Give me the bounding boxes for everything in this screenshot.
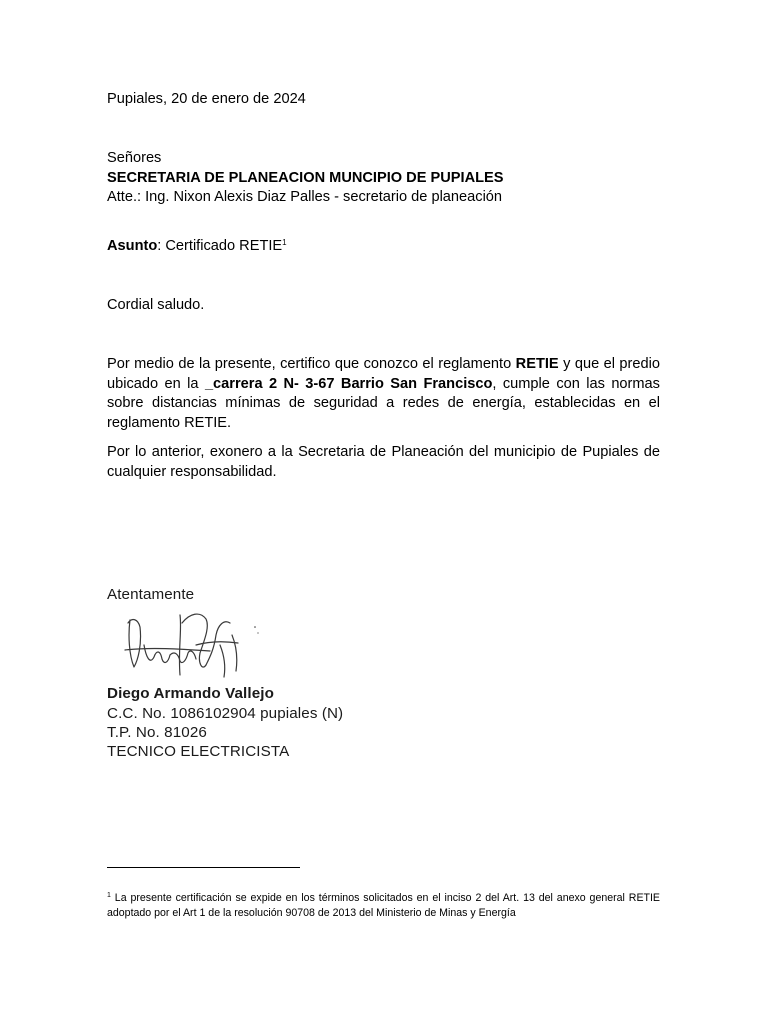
footnote [107,891,660,921]
subject-line [107,237,287,257]
body-paragraph-2: Por lo anterior, exonero a la Secretaria de Planeación del municipio de Pupiales de cualquier responsabilidad. [107,444,660,480]
signer-name: Diego Armando Vallejo [107,685,274,702]
closing: Atentamente [107,586,195,603]
body1-address: _carrera 2 N- 3-67 Barrio San Francisco [204,375,493,392]
body-paragraph-1 [107,355,660,433]
signer-role: TECNICO ELECTRICISTA [107,743,290,760]
subject-label: Asunto [107,238,158,254]
body1-text-c: , cumple con las normas sobre distancias mínimas de seguridad a redes de energía, establecidas en el reglamento RETIE. [107,375,660,431]
place-date: Pupiales, 20 de enero de 2024 [107,91,306,107]
recipient-org: SECRETARIA DE PLANEACION MUNCIPIO DE PUPIALES [107,170,504,186]
signer-cc: C.C. No. 1086102904 pupiales (N) [107,705,344,722]
footnote-text: La presente certificación se expide en los términos solicitados en el inciso 2 del Art. 13 del anexo general RETIE adoptado por el Art 1 de la resolución 90708 de 2013 del Ministerio de Minas y Energía [107,892,660,919]
body1-text-b: y que el predio ubicado en la [107,356,660,392]
subject-text: : Certificado RETIE [157,238,283,254]
body1-text-a: Por medio de la presente, certifico que conozco el reglamento [107,356,516,372]
greeting: Cordial saludo. [107,297,205,313]
signer-tp: T.P. No. 81026 [107,724,207,741]
footnote-separator [107,867,300,868]
signature-image [120,605,270,685]
footnote-number: 1 [107,892,111,899]
attention-line: Atte.: Ing. Nixon Alexis Diaz Palles - secretario de planeación [107,189,503,205]
body1-retie: RETIE [515,356,559,372]
footnote-ref: 1 [282,238,287,247]
salutation-to: Señores [107,150,162,166]
